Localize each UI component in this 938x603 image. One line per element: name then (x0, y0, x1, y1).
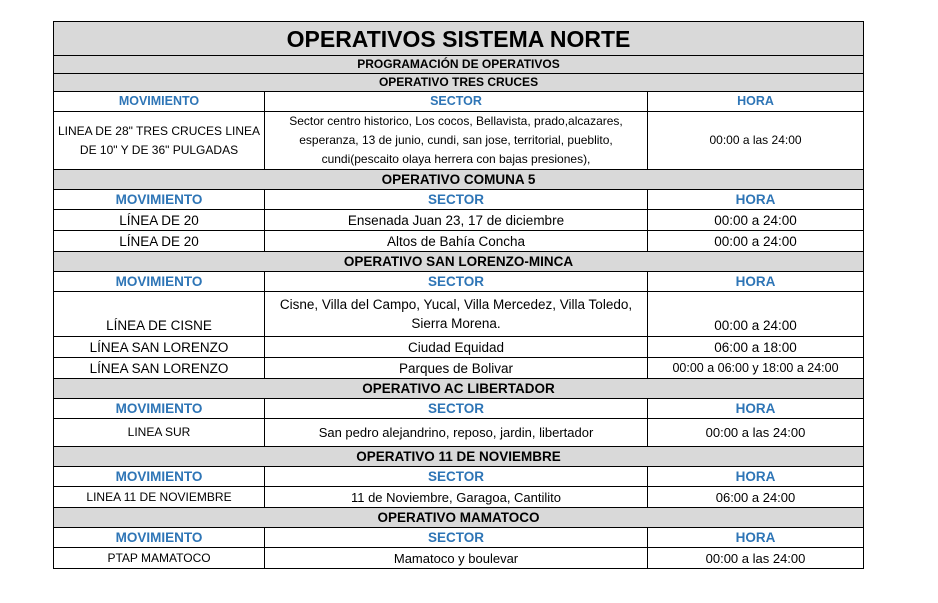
column-header-row (54, 399, 864, 419)
header-sector[interactable]: SECTOR (265, 190, 648, 210)
operativos-table (53, 21, 864, 569)
cell-sector[interactable]: Ciudad Equidad (265, 337, 648, 358)
cell-movimiento[interactable]: LINEA 11 DE NOVIEMBRE (54, 487, 265, 508)
cell-sector[interactable]: San pedro alejandrino, reposo, jardin, libertador (265, 419, 648, 447)
header-sector[interactable]: SECTOR (265, 528, 648, 548)
cell-hora[interactable]: 06:00 a 18:00 (648, 337, 864, 358)
header-sector[interactable]: SECTOR (265, 399, 648, 419)
cell-movimiento[interactable]: LINEA DE 28" TRES CRUCES LINEA DE 10" Y DE 36" PULGADAS (54, 112, 265, 170)
cell-sector[interactable]: Mamatoco y boulevar (265, 548, 648, 569)
header-hora[interactable]: HORA (648, 190, 864, 210)
table-row (54, 358, 864, 379)
column-header-row (54, 272, 864, 292)
section-header-row (54, 508, 864, 528)
column-header-row (54, 190, 864, 210)
column-header-row (54, 528, 864, 548)
cell-hora[interactable]: 00:00 a las 24:00 (648, 548, 864, 569)
section-header-row (54, 170, 864, 190)
section-header-row (54, 379, 864, 399)
cell-sector[interactable]: Cisne, Villa del Campo, Yucal, Villa Mercedez, Villa Toledo, Sierra Morena. (265, 292, 648, 337)
header-hora[interactable]: HORA (648, 528, 864, 548)
table-row (54, 337, 864, 358)
subtitle-row (54, 56, 864, 74)
header-hora[interactable]: HORA (648, 92, 864, 112)
cell-sector[interactable]: Sector centro historico, Los cocos, Bellavista, prado,alcazares, esperanza, 13 de junio, cundi, san jose, territorial, pueblito, cundi(pescaito olaya herrera con bajas presiones), (265, 112, 648, 170)
cell-hora[interactable]: 06:00 a 24:00 (648, 487, 864, 508)
header-sector[interactable]: SECTOR (265, 92, 648, 112)
column-header-row (54, 92, 864, 112)
section-title[interactable]: OPERATIVO MAMATOCO (54, 508, 864, 528)
section-title[interactable]: OPERATIVO COMUNA 5 (54, 170, 864, 190)
cell-sector[interactable]: Ensenada Juan 23, 17 de diciembre (265, 210, 648, 231)
cell-movimiento[interactable]: LÍNEA DE 20 (54, 231, 265, 252)
cell-movimiento[interactable]: LÍNEA DE CISNE (54, 292, 265, 337)
section-header-row (54, 447, 864, 467)
spreadsheet (53, 21, 863, 569)
column-header-row (54, 467, 864, 487)
cell-sector[interactable]: 11 de Noviembre, Garagoa, Cantilito (265, 487, 648, 508)
section-title[interactable]: OPERATIVO TRES CRUCES (54, 74, 864, 92)
cell-hora[interactable]: 00:00 a 24:00 (648, 231, 864, 252)
table-row (54, 210, 864, 231)
cell-hora[interactable]: 00:00 a las 24:00 (648, 112, 864, 170)
section-header-row (54, 74, 864, 92)
header-hora[interactable]: HORA (648, 467, 864, 487)
page-title[interactable]: OPERATIVOS SISTEMA NORTE (54, 22, 864, 56)
title-row (54, 22, 864, 56)
table-row (54, 548, 864, 569)
header-movimiento[interactable]: MOVIMIENTO (54, 92, 265, 112)
cell-movimiento[interactable]: LÍNEA SAN LORENZO (54, 358, 265, 379)
header-movimiento[interactable]: MOVIMIENTO (54, 272, 265, 292)
header-hora[interactable]: HORA (648, 272, 864, 292)
table-row (54, 112, 864, 170)
header-hora[interactable]: HORA (648, 399, 864, 419)
cell-movimiento[interactable]: LÍNEA DE 20 (54, 210, 265, 231)
header-movimiento[interactable]: MOVIMIENTO (54, 399, 265, 419)
table-row (54, 292, 864, 337)
header-sector[interactable]: SECTOR (265, 272, 648, 292)
section-title[interactable]: OPERATIVO 11 DE NOVIEMBRE (54, 447, 864, 467)
cell-hora[interactable]: 00:00 a 24:00 (648, 292, 864, 337)
cell-sector[interactable]: Altos de Bahía Concha (265, 231, 648, 252)
cell-movimiento[interactable]: PTAP MAMATOCO (54, 548, 265, 569)
cell-movimiento[interactable]: LINEA SUR (54, 419, 265, 447)
cell-hora[interactable]: 00:00 a las 24:00 (648, 419, 864, 447)
cell-hora[interactable]: 00:00 a 24:00 (648, 210, 864, 231)
cell-hora[interactable]: 00:00 a 06:00 y 18:00 a 24:00 (648, 358, 864, 379)
section-title[interactable]: OPERATIVO AC LIBERTADOR (54, 379, 864, 399)
cell-movimiento[interactable]: LÍNEA SAN LORENZO (54, 337, 265, 358)
header-movimiento[interactable]: MOVIMIENTO (54, 190, 265, 210)
table-row (54, 419, 864, 447)
section-header-row (54, 252, 864, 272)
table-row (54, 487, 864, 508)
header-movimiento[interactable]: MOVIMIENTO (54, 467, 265, 487)
section-title[interactable]: OPERATIVO SAN LORENZO-MINCA (54, 252, 864, 272)
header-movimiento[interactable]: MOVIMIENTO (54, 528, 265, 548)
header-sector[interactable]: SECTOR (265, 467, 648, 487)
page-subtitle[interactable]: PROGRAMACIÓN DE OPERATIVOS (54, 56, 864, 74)
cell-sector[interactable]: Parques de Bolivar (265, 358, 648, 379)
table-row (54, 231, 864, 252)
